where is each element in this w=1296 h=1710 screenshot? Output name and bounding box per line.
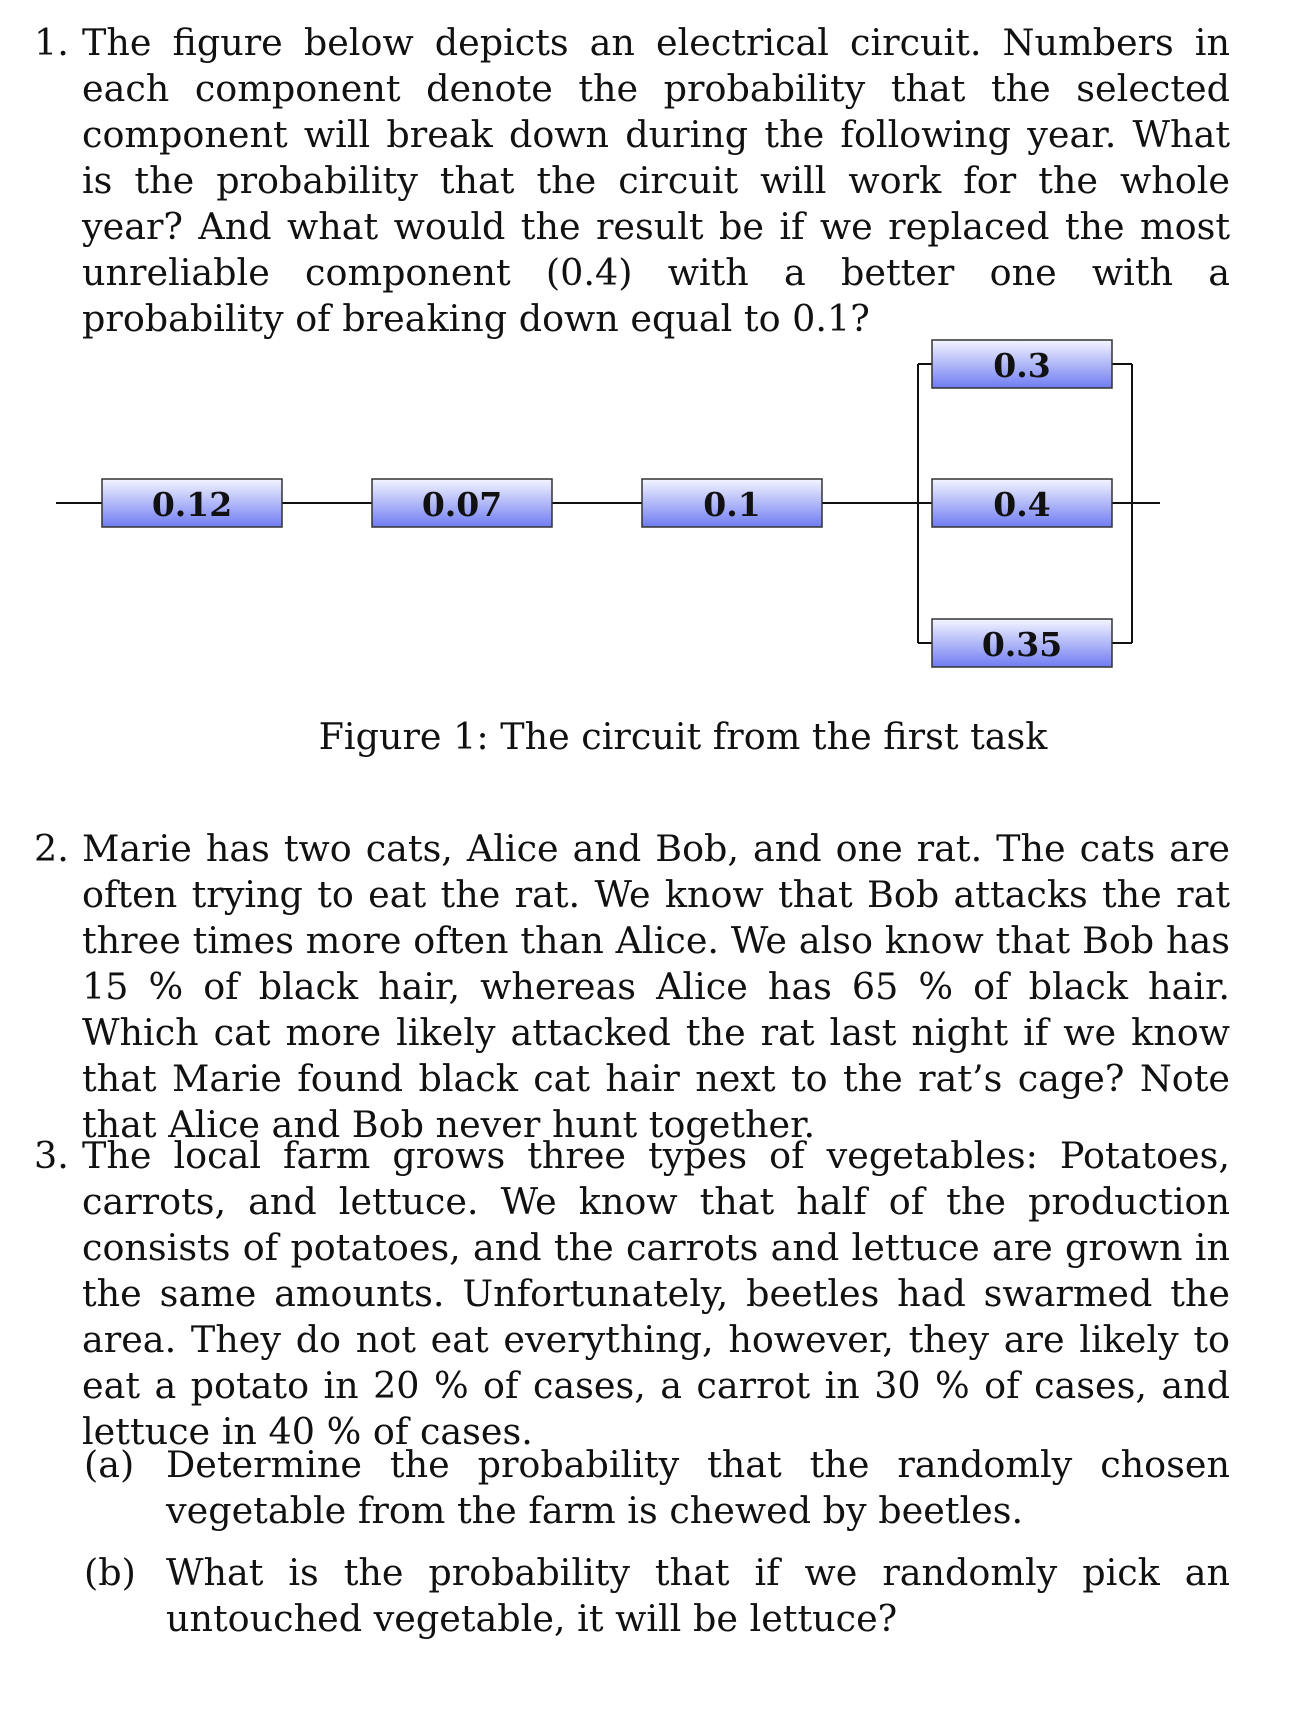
- component-parallel-middle: [932, 479, 1112, 527]
- problem-3-part-a: [84, 1442, 1230, 1534]
- problem-text: The figure below depicts an electrical circuit. Numbers in each component denote the probability that the selected component will break down during the following year. What is the probability that the circuit will work for the whole year? And what would the result be if we replaced the most unreliable component (0.4) with a better one with a probability of breaking down equal to 0.1?: [82, 21, 1230, 340]
- part-label: (a): [84, 1443, 135, 1486]
- part-label: (b): [84, 1551, 136, 1594]
- circuit-diagram: [0, 0, 1296, 720]
- component-label: 0.35: [981, 625, 1063, 664]
- problem-number: 3.: [34, 1134, 69, 1177]
- figure-caption-text: Figure 1: The circuit from the first task: [318, 715, 1048, 758]
- problem-text: The local farm grows three types of vegetables: Potatoes, carrots, and lettuce. We know that half of the production consists of potatoes, and the carrots and lettuce are grown in the same amounts. Unfortunately, beetles had swarmed the area. They do not eat everything, however, they are likely to eat a potato in 20 % of cases, a carrot in 30 % of cases, and lettuce in 40 % of cases.: [82, 1134, 1230, 1453]
- component-label: 0.1: [703, 485, 761, 524]
- problem-text: Marie has two cats, Alice and Bob, and one rat. The cats are often trying to eat the rat. We know that Bob attacks the rat three times more often than Alice. We also know that Bob has 15 % of black hair, whereas Alice has 65 % of black hair. Which cat more likely attacked the rat last night if we know that Marie found black cat hair next to the rat’s cage? Note that Alice and Bob never hunt together.: [82, 827, 1230, 1146]
- problem-number: 2.: [34, 827, 69, 870]
- component-parallel-bottom: [932, 619, 1112, 667]
- figure-caption: [0, 714, 1296, 760]
- component-label: 0.4: [993, 485, 1051, 524]
- problem-2: [34, 826, 1230, 1148]
- component-series-1: [102, 479, 282, 527]
- problem-3: [34, 1133, 1230, 1455]
- component-label: 0.12: [151, 485, 233, 524]
- component-label: 0.3: [993, 346, 1051, 385]
- component-parallel-top: [932, 340, 1112, 388]
- problem-number: 1.: [34, 21, 69, 64]
- problem-3-part-b: [84, 1550, 1230, 1642]
- component-series-3: [642, 479, 822, 527]
- part-text: What is the probability that if we randomly pick an untouched vegetable, it will be lettuce?: [166, 1551, 1230, 1640]
- component-label: 0.07: [421, 485, 503, 524]
- component-series-2: [372, 479, 552, 527]
- part-text: Determine the probability that the randomly chosen vegetable from the farm is chewed by beetles.: [166, 1443, 1230, 1532]
